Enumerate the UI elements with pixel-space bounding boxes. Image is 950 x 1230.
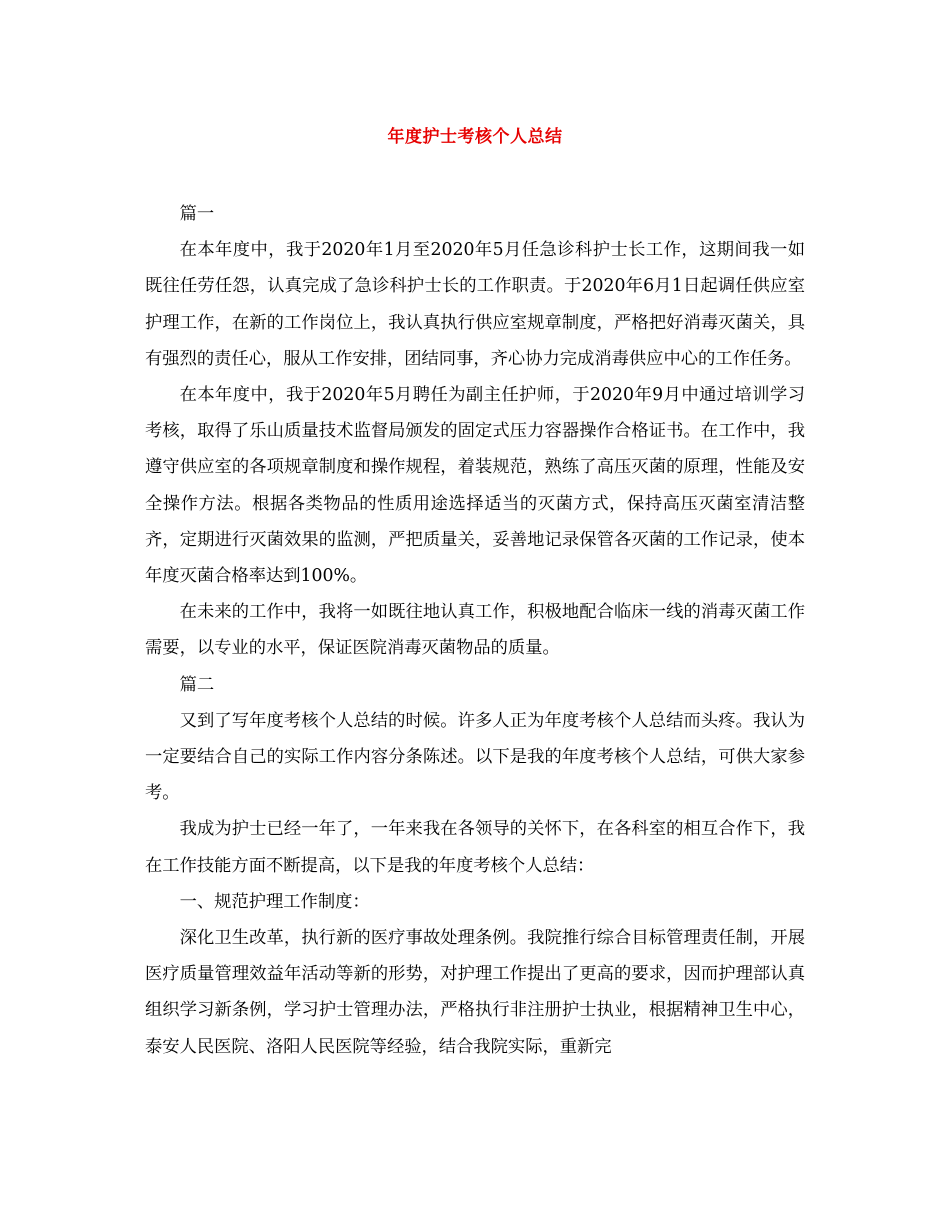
section-heading-2: 篇二 bbox=[179, 674, 215, 695]
paragraph: 我成为护士已经一年了，一年来我在各领导的关怀下，在各科室的相互合作下，我在工作技能方面不断提高，以下是我的年度考核个人总结： bbox=[145, 819, 805, 876]
paragraph: 在本年度中，我于2020年5月聘任为副主任护师，于2020年9月中通过培训学习考核，取得了乐山质量技术监督局颁发的固定式压力容器操作合格证书。在工作中，我遵守供应室的各项规章制度和操作规程，着装规范，熟练了高压灭菌的原理，性能及安全操作方法。根据各类物品的性质用途选择适当的灭菌方式，保持高压灭菌室清洁整齐，定期进行灭菌效果的监测，严把质量关，妥善地记录保管各灭菌的工作记录，使本年度灭菌合格率达到100%。 bbox=[145, 385, 805, 587]
subheading: 一、规范护理工作制度： bbox=[179, 891, 370, 912]
paragraph: 在本年度中，我于2020年1月至2020年5月任急诊科护士长工作，这期间我一如既往任劳任怨，认真完成了急诊科护士长的工作职责。于2020年6月1日起调任供应室护理工作，在新的工作岗位上，我认真执行供应室规章制度，严格把好消毒灭菌关，具有强烈的责任心，服从工作安排，团结同事，齐心协力完成消毒供应中心的工作任务。 bbox=[145, 240, 805, 369]
paragraph: 在未来的工作中，我将一如既往地认真工作，积极地配合临床一线的消毒灭菌工作需要，以专业的水平，保证医院消毒灭菌物品的质量。 bbox=[145, 602, 805, 659]
document-title: 年度护士考核个人总结 bbox=[387, 127, 563, 147]
paragraph: 深化卫生改革，执行新的医疗事故处理条例。我院推行综合目标管理责任制，开展医疗质量管理效益年活动等新的形势，对护理工作提出了更高的要求，因而护理部认真组织学习新条例，学习护士管理办法，严格执行非注册护士执业，根据精神卫生中心，泰安人民医院、洛阳人民医院等经验，结合我院实际，重新完 bbox=[145, 928, 805, 1057]
section-heading-1: 篇一 bbox=[179, 204, 215, 224]
paragraph: 又到了写年度考核个人总结的时候。许多人正为年度考核个人总结而头疼。我认为一定要结合自己的实际工作内容分条陈述。以下是我的年度考核个人总结，可供大家参考。 bbox=[145, 710, 805, 804]
document-body bbox=[145, 196, 805, 1065]
